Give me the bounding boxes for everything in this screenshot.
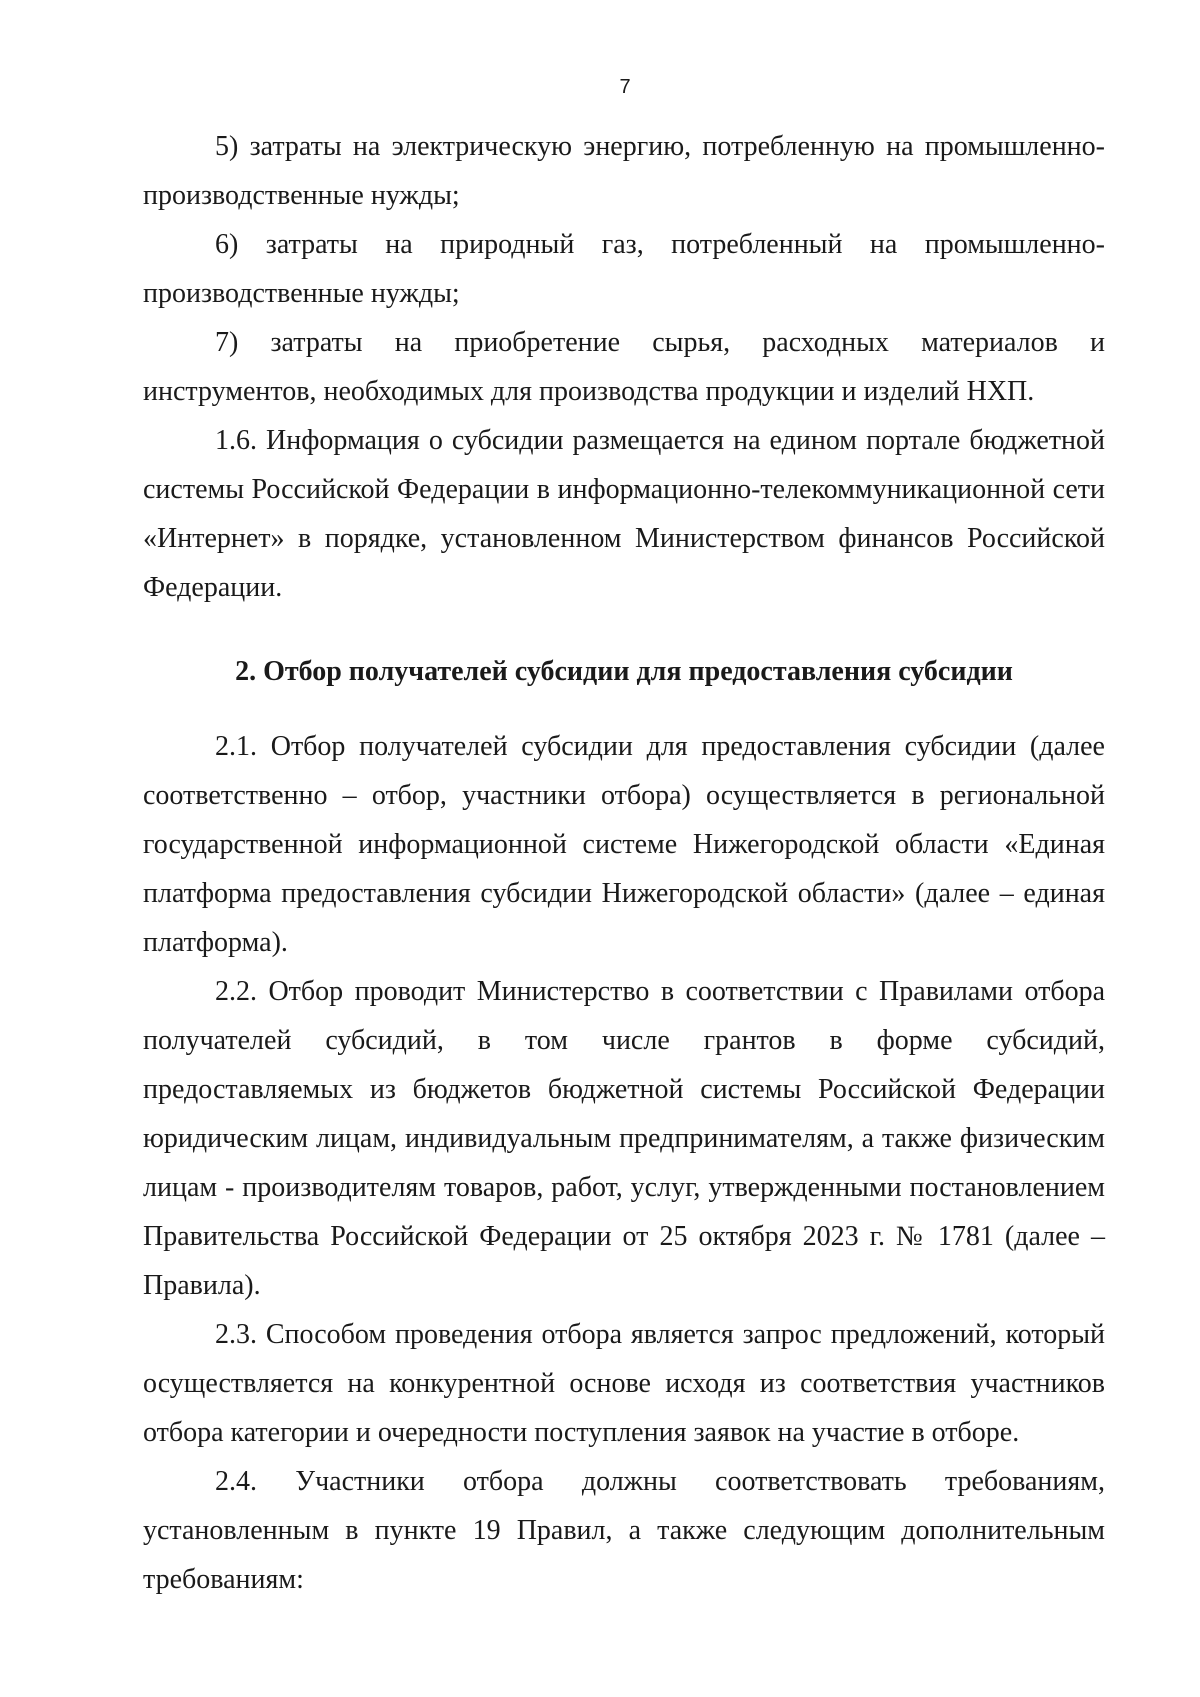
paragraph-2-1: 2.1. Отбор получателей субсидии для предоставления субсидии (далее соответственно – отбор, участники отбора) осуществляется в региональной государственной информационной системе Нижегородской области «Единая платформа предоставления субсидии Нижегородской области» (далее – единая платформа).	[143, 731, 1105, 958]
paragraph-item-7: 7) затраты на приобретение сырья, расходных материалов и инструментов, необходимых для производства продукции и изделий НХП.	[143, 327, 1105, 407]
paragraph-2-4: 2.4. Участники отбора должны соответствовать требованиям, установленным в пункте 19 Правил, а также следующим дополнительным требованиям:	[143, 1466, 1105, 1595]
paragraph-item-6: 6) затраты на природный газ, потребленный на промышленно-производственные нужды;	[143, 229, 1105, 309]
paragraph-1-6: 1.6. Информация о субсидии размещается на едином портале бюджетной системы Российской Федерации в информационно-телекоммуникационной сети «Интернет» в порядке, установленном Министерством финансов Российской Федерации.	[143, 425, 1105, 603]
paragraph-2-2: 2.2. Отбор проводит Министерство в соответствии с Правилами отбора получателей субсидий, в том числе грантов в форме субсидий, предоставляемых из бюджетов бюджетной системы Российской Федерации юридическим лицам, индивидуальным предпринимателям, а также физическим лицам - производителям товаров, работ, услуг, утвержденными постановлением Правительства Российской Федерации от 25 октября 2023 г. № 1781 (далее – Правила).	[143, 976, 1105, 1301]
section-heading: 2. Отбор получателей субсидии для предоставления субсидии	[235, 656, 1013, 687]
paragraph-item-5: 5) затраты на электрическую энергию, потребленную на промышленно-производственные нужды;	[143, 131, 1105, 211]
page-number: 7	[619, 76, 631, 98]
document-body	[143, 122, 1105, 1604]
paragraph-2-3: 2.3. Способом проведения отбора является запрос предложений, который осуществляется на конкурентной основе исходя из соответствия участников отбора категории и очередности поступления заявок на участие в отборе.	[143, 1319, 1105, 1448]
